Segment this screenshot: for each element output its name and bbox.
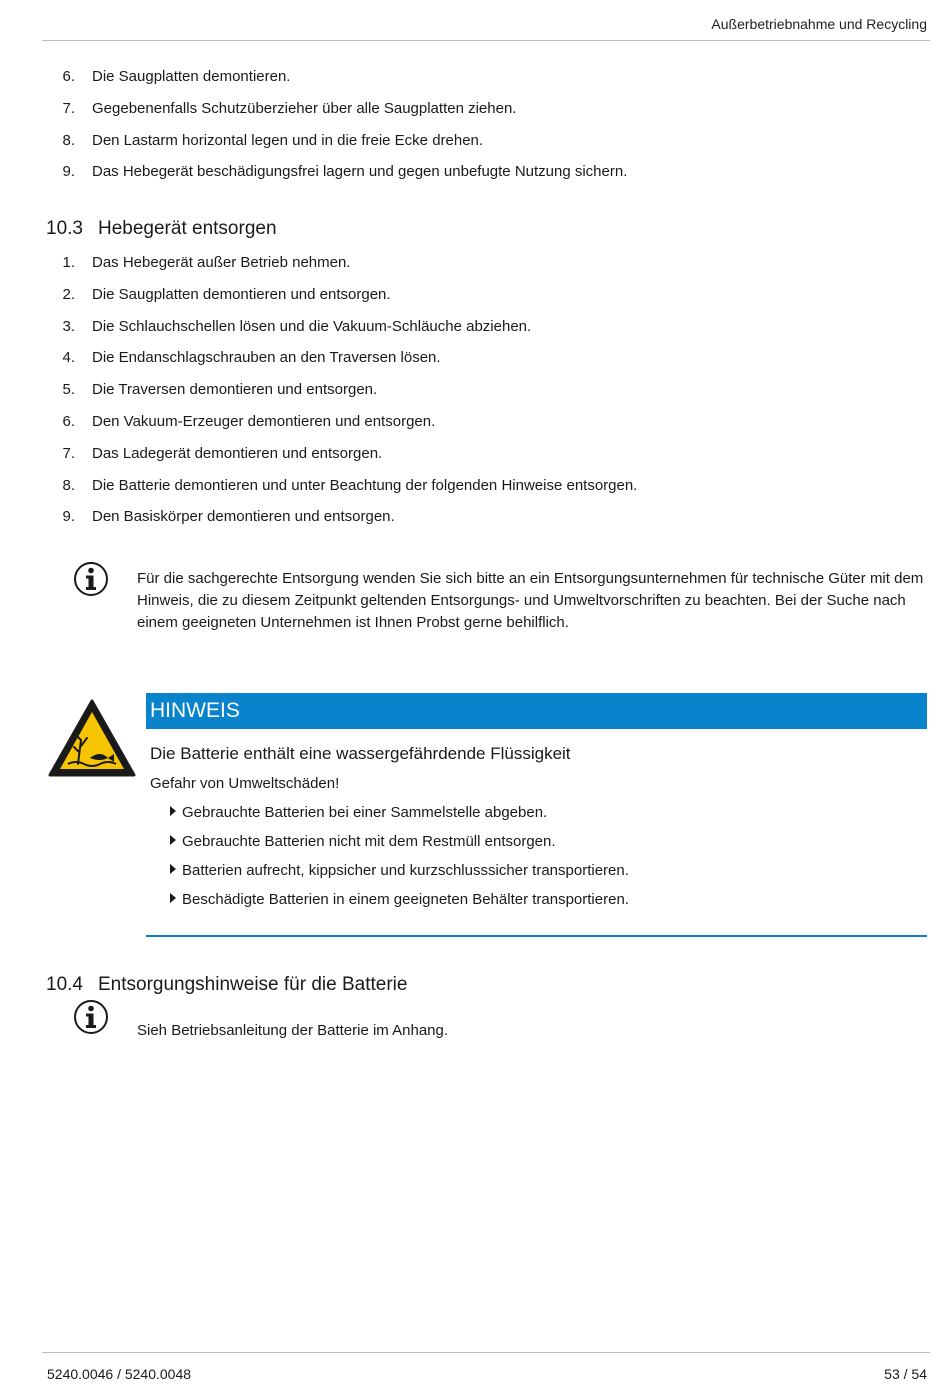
step-number: 5. <box>62 381 75 399</box>
bullet-arrow-icon <box>170 806 176 816</box>
list-item <box>0 476 950 508</box>
list-item <box>0 348 950 380</box>
notice-measures-list <box>170 803 629 919</box>
step-number: 9. <box>62 508 75 526</box>
list-item <box>170 832 629 861</box>
step-text: Das Hebegerät beschädigungsfrei lagern und gegen unbefugte Nutzung sichern. <box>92 163 628 181</box>
list-item <box>0 507 950 539</box>
footer-page-number: 53 / 54 <box>884 1366 927 1382</box>
list-item <box>0 162 950 194</box>
step-number: 7. <box>62 444 75 462</box>
info-icon <box>72 998 110 1036</box>
footer-document-number: 5240.0046 / 5240.0048 <box>47 1366 192 1382</box>
step-text: Die Batterie demontieren und unter Beachtung der folgenden Hinweise entsorgen. <box>92 476 638 494</box>
list-item <box>0 253 950 285</box>
section-title: Hebegerät entsorgen <box>98 218 277 239</box>
notice-bottom-rule <box>146 935 927 937</box>
info-icon <box>72 560 110 598</box>
notice-consequence: Gefahr von Umweltschäden! <box>150 775 340 792</box>
disposal-steps-list <box>0 253 950 539</box>
notice-label: HINWEIS <box>150 699 240 722</box>
step-text: Das Ladegerät demontieren und entsorgen. <box>92 444 383 462</box>
section-heading-10-3 <box>46 217 277 241</box>
step-number: 6. <box>62 68 75 85</box>
step-number: 4. <box>62 349 75 367</box>
list-item <box>0 380 950 412</box>
notice-title: Die Batterie enthält eine wassergefährdende Flüssigkeit <box>150 744 571 763</box>
section-number: 10.4 <box>46 974 83 995</box>
list-item <box>0 412 950 444</box>
section-title: Entsorgungshinweise für die Batterie <box>98 974 408 995</box>
bullet-arrow-icon <box>170 893 176 903</box>
measure-text: Batterien aufrecht, kippsicher und kurzschlusssicher transportieren. <box>182 862 629 879</box>
step-text: Den Basiskörper demontieren und entsorgen. <box>92 508 395 526</box>
step-text: Die Schlauchschellen lösen und die Vakuum-Schläuche abziehen. <box>92 317 532 335</box>
list-item <box>0 131 950 163</box>
info-note-text: Sieh Betriebsanleitung der Batterie im Anhang. <box>137 1022 449 1039</box>
step-text: Das Hebegerät außer Betrieb nehmen. <box>92 254 351 271</box>
section-number: 10.3 <box>46 218 83 239</box>
info-note-text: Für die sachgerechte Entsorgung wenden Sie sich bitte an ein Entsorgungsunternehmen für technische Güter mit dem Hinweis, die zu diesem Zeitpunkt geltenden Entsorgungs- und Umweltvorschriften zu beachten. Bei der Suche nach einem geeigneten Unternehmen ist Ihnen Probst gerne behilflich. <box>137 570 924 631</box>
list-item <box>0 99 950 131</box>
measure-text: Gebrauchte Batterien bei einer Sammelstelle abgeben. <box>182 804 548 821</box>
list-item <box>0 444 950 476</box>
list-item <box>170 803 629 832</box>
page-header-title: Außerbetriebnahme und Recycling <box>711 16 927 32</box>
list-item <box>170 890 629 919</box>
list-item <box>0 317 950 349</box>
environmental-hazard-icon <box>48 698 136 778</box>
bullet-arrow-icon <box>170 835 176 845</box>
footer-divider <box>42 1352 930 1353</box>
section-heading-10-4 <box>46 973 407 997</box>
step-text: Gegebenenfalls Schutzüberzieher über alle Saugplatten ziehen. <box>92 99 517 117</box>
step-number: 8. <box>62 131 75 149</box>
measure-text: Beschädigte Batterien in einem geeigneten Behälter transportieren. <box>182 891 629 908</box>
list-item <box>0 285 950 317</box>
step-number: 9. <box>62 163 75 181</box>
notice-header-bar <box>146 693 927 729</box>
step-number: 2. <box>62 285 75 303</box>
header-divider <box>42 40 930 41</box>
step-text: Den Vakuum-Erzeuger demontieren und entsorgen. <box>92 412 436 430</box>
step-number: 6. <box>62 412 75 430</box>
step-text: Die Saugplatten demontieren. <box>92 68 291 85</box>
step-number: 8. <box>62 476 75 494</box>
step-text: Den Lastarm horizontal legen und in die freie Ecke drehen. <box>92 131 484 149</box>
bullet-arrow-icon <box>170 864 176 874</box>
steps-list-continued <box>0 67 950 194</box>
step-number: 7. <box>62 99 75 117</box>
list-item <box>0 67 950 99</box>
list-item <box>170 861 629 890</box>
step-text: Die Traversen demontieren und entsorgen. <box>92 381 378 399</box>
step-text: Die Endanschlagschrauben an den Traversen lösen. <box>92 349 441 367</box>
step-number: 1. <box>62 254 75 271</box>
measure-text: Gebrauchte Batterien nicht mit dem Restmüll entsorgen. <box>182 833 556 850</box>
step-text: Die Saugplatten demontieren und entsorgen. <box>92 285 391 303</box>
step-number: 3. <box>62 317 75 335</box>
